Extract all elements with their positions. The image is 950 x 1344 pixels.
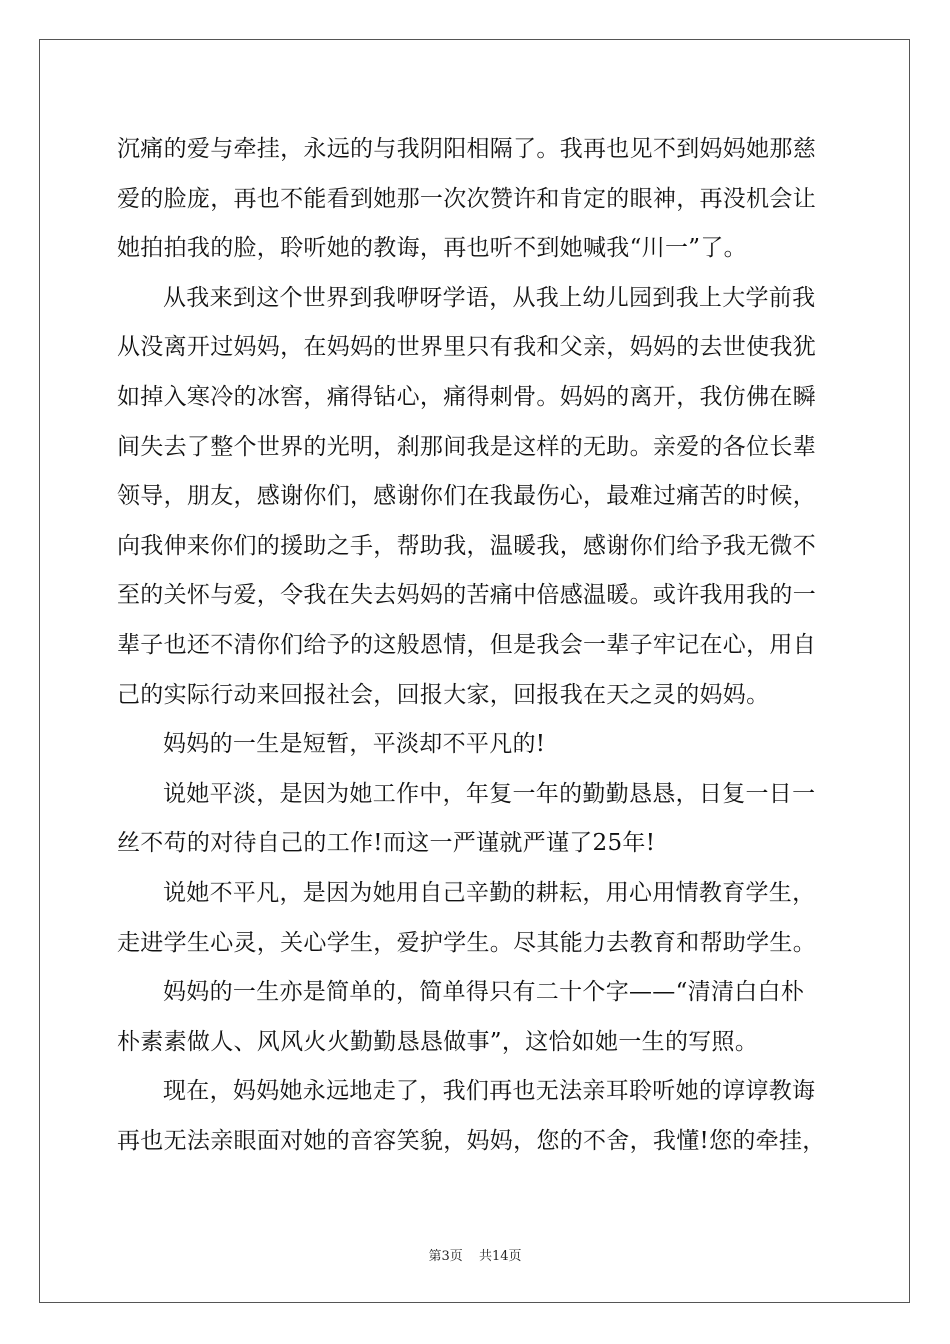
text-line: 辈子也还不清你们给予的这般恩情，但是我会一辈子牢记在心，用自 xyxy=(117,631,816,658)
text-line: 妈妈的一生是短暂，平淡却不平凡的! xyxy=(163,731,546,758)
text-line: 间失去了整个世界的光明，刹那间我是这样的无助。亲爱的各位长辈 xyxy=(117,433,816,460)
page-footer xyxy=(0,1245,950,1264)
document-body xyxy=(117,125,833,1166)
text-line: 说她不平凡，是因为她用自己辛勤的耕耘，用心用情教育学生， xyxy=(163,879,816,906)
text-line: 再也无法亲眼面对她的音容笑貌，妈妈，您的不舍，我懂!您的牵挂， xyxy=(117,1127,826,1154)
text-line: 从我来到这个世界到我咿呀学语，从我上幼儿园到我上大学前我 xyxy=(163,284,816,311)
text-line: 现在，妈妈她永远地走了，我们再也无法亲耳聆听她的谆谆教诲 xyxy=(163,1078,816,1105)
text-line: 妈妈的一生亦是简单的，简单得只有二十个字——“清清白白朴 xyxy=(163,979,805,1006)
text-line: 至的关怀与爱，令我在失去妈妈的苦痛中倍感温暖。或许我用我的一 xyxy=(117,582,816,609)
text-line: 说她平淡，是因为她工作中，年复一年的勤勤恳恳，日复一日一 xyxy=(163,780,816,807)
text-line: 如掉入寒冷的冰窖，痛得钻心，痛得刺骨。妈妈的离开，我仿佛在瞬 xyxy=(117,383,816,410)
text-line: 走进学生心灵，关心学生，爱护学生。尽其能力去教育和帮助学生。 xyxy=(117,929,816,956)
text-line: 向我伸来你们的援助之手，帮助我，温暖我，感谢你们给予我无微不 xyxy=(117,532,816,559)
page-number: 第3页 xyxy=(428,1249,463,1264)
text-line: 丝不苟的对待自己的工作!而这一严谨就严谨了25年! xyxy=(117,830,656,857)
text-line: 沉痛的爱与牵挂，永远的与我阴阳相隔了。我再也见不到妈妈她那慈 xyxy=(117,136,816,162)
text-line: 从没离开过妈妈，在妈妈的世界里只有我和父亲，妈妈的去世使我犹 xyxy=(117,334,816,361)
page-total: 共14页 xyxy=(478,1249,522,1264)
text-line: 领导，朋友，感谢你们，感谢你们在我最伤心，最难过痛苦的时候， xyxy=(117,483,816,510)
text-line: 己的实际行动来回报社会，回报大家，回报我在天之灵的妈妈。 xyxy=(117,681,770,708)
text-line: 朴素素做人、风风火火勤勤恳恳做事”，这恰如她一生的写照。 xyxy=(117,1028,759,1055)
text-line: 她拍拍我的脸，聆听她的教诲，再也听不到她喊我“川一”了。 xyxy=(117,235,747,262)
text-line: 爱的脸庞，再也不能看到她那一次次赞许和肯定的眼神，再没机会让 xyxy=(117,185,816,212)
